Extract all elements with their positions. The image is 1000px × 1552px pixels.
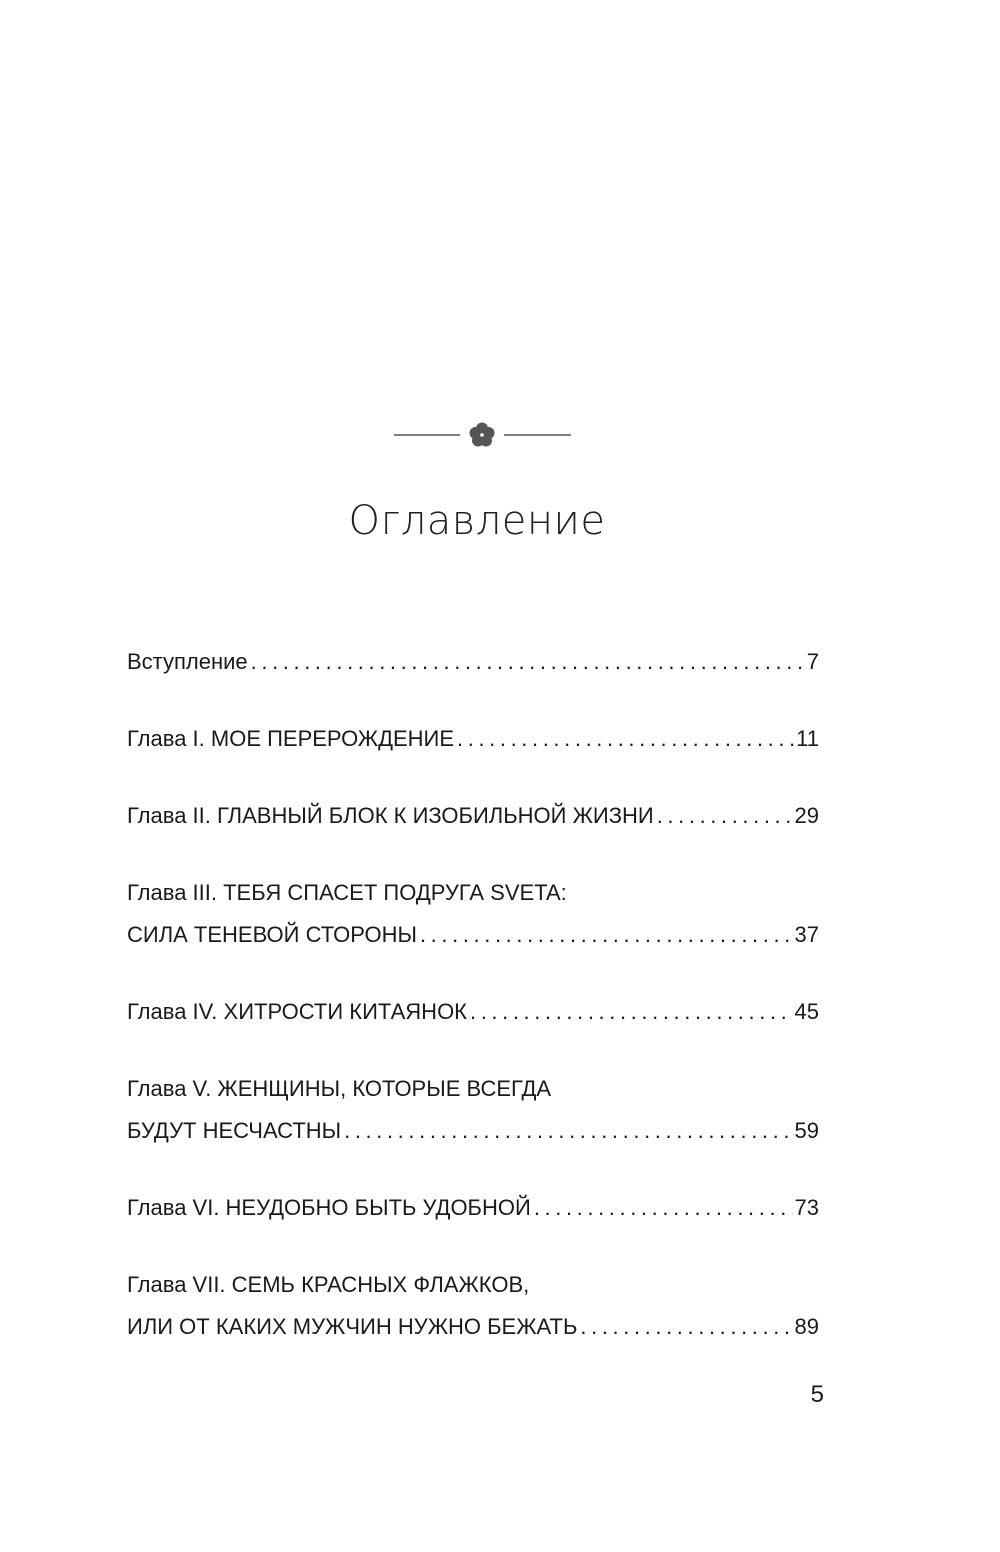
toc-entry-title: Глава I. МОЕ ПЕРЕРОЖДЕНИЕ: [127, 726, 455, 751]
page-number: 5: [810, 1381, 824, 1408]
toc-entry[interactable]: [127, 641, 819, 683]
page-title: Оглавление: [348, 498, 606, 544]
toc-entry-page: 37: [794, 922, 819, 947]
toc-entry-page: 45: [794, 999, 819, 1024]
toc-entry-title: Глава II. ГЛАВНЫЙ БЛОК К ИЗОБИЛЬНОЙ ЖИЗНИ: [127, 803, 654, 828]
toc-entry-title-continued: БУДУТ НЕСЧАСТНЫ: [127, 1118, 342, 1143]
toc-entry-page: 29: [794, 803, 819, 828]
toc-entry-page: 11: [796, 726, 819, 751]
dot-leader: [251, 641, 805, 683]
toc-entry-title: Вступление: [127, 649, 248, 674]
toc-entry[interactable]: [127, 795, 819, 837]
flower-divider-icon: [394, 420, 572, 450]
toc-entry-title: Глава VI. НЕУДОБНО БЫТЬ УДОБНОЙ: [127, 1195, 531, 1220]
toc-entry-title-continued: СИЛА ТЕНЕВОЙ СТОРОНЫ: [127, 922, 417, 947]
toc-entry[interactable]: [127, 1187, 819, 1229]
dot-leader: [470, 991, 793, 1033]
toc-entry-page: 59: [794, 1118, 819, 1143]
toc-entry[interactable]: [127, 1068, 819, 1152]
dot-leader: [657, 795, 793, 837]
dot-leader: [457, 718, 794, 760]
dot-leader: [344, 1110, 792, 1152]
dot-leader: [580, 1306, 792, 1348]
dot-leader: [420, 914, 793, 956]
toc-entry[interactable]: [127, 991, 819, 1033]
toc-entry-page: 7: [806, 649, 819, 674]
toc-entry[interactable]: [127, 872, 819, 956]
toc-entry[interactable]: [127, 1264, 819, 1348]
toc-entry-title: Глава V. ЖЕНЩИНЫ, КОТОРЫЕ ВСЕГДА: [127, 1076, 552, 1101]
toc-entry-title: Глава III. ТЕБЯ СПАСЕТ ПОДРУГА SVETA:: [127, 880, 567, 905]
toc-entry-page: 73: [794, 1195, 819, 1220]
toc-entry-title-continued: ИЛИ ОТ КАКИХ МУЖЧИН НУЖНО БЕЖАТЬ: [127, 1314, 578, 1339]
toc-entry-page: 89: [794, 1314, 819, 1339]
dot-leader: [534, 1187, 793, 1229]
toc-entry-title: Глава VII. СЕМЬ КРАСНЫХ ФЛАЖКОВ,: [127, 1272, 530, 1297]
toc-entry-title: Глава IV. ХИТРОСТИ КИТАЯНОК: [127, 999, 467, 1024]
toc-entry[interactable]: [127, 718, 819, 760]
